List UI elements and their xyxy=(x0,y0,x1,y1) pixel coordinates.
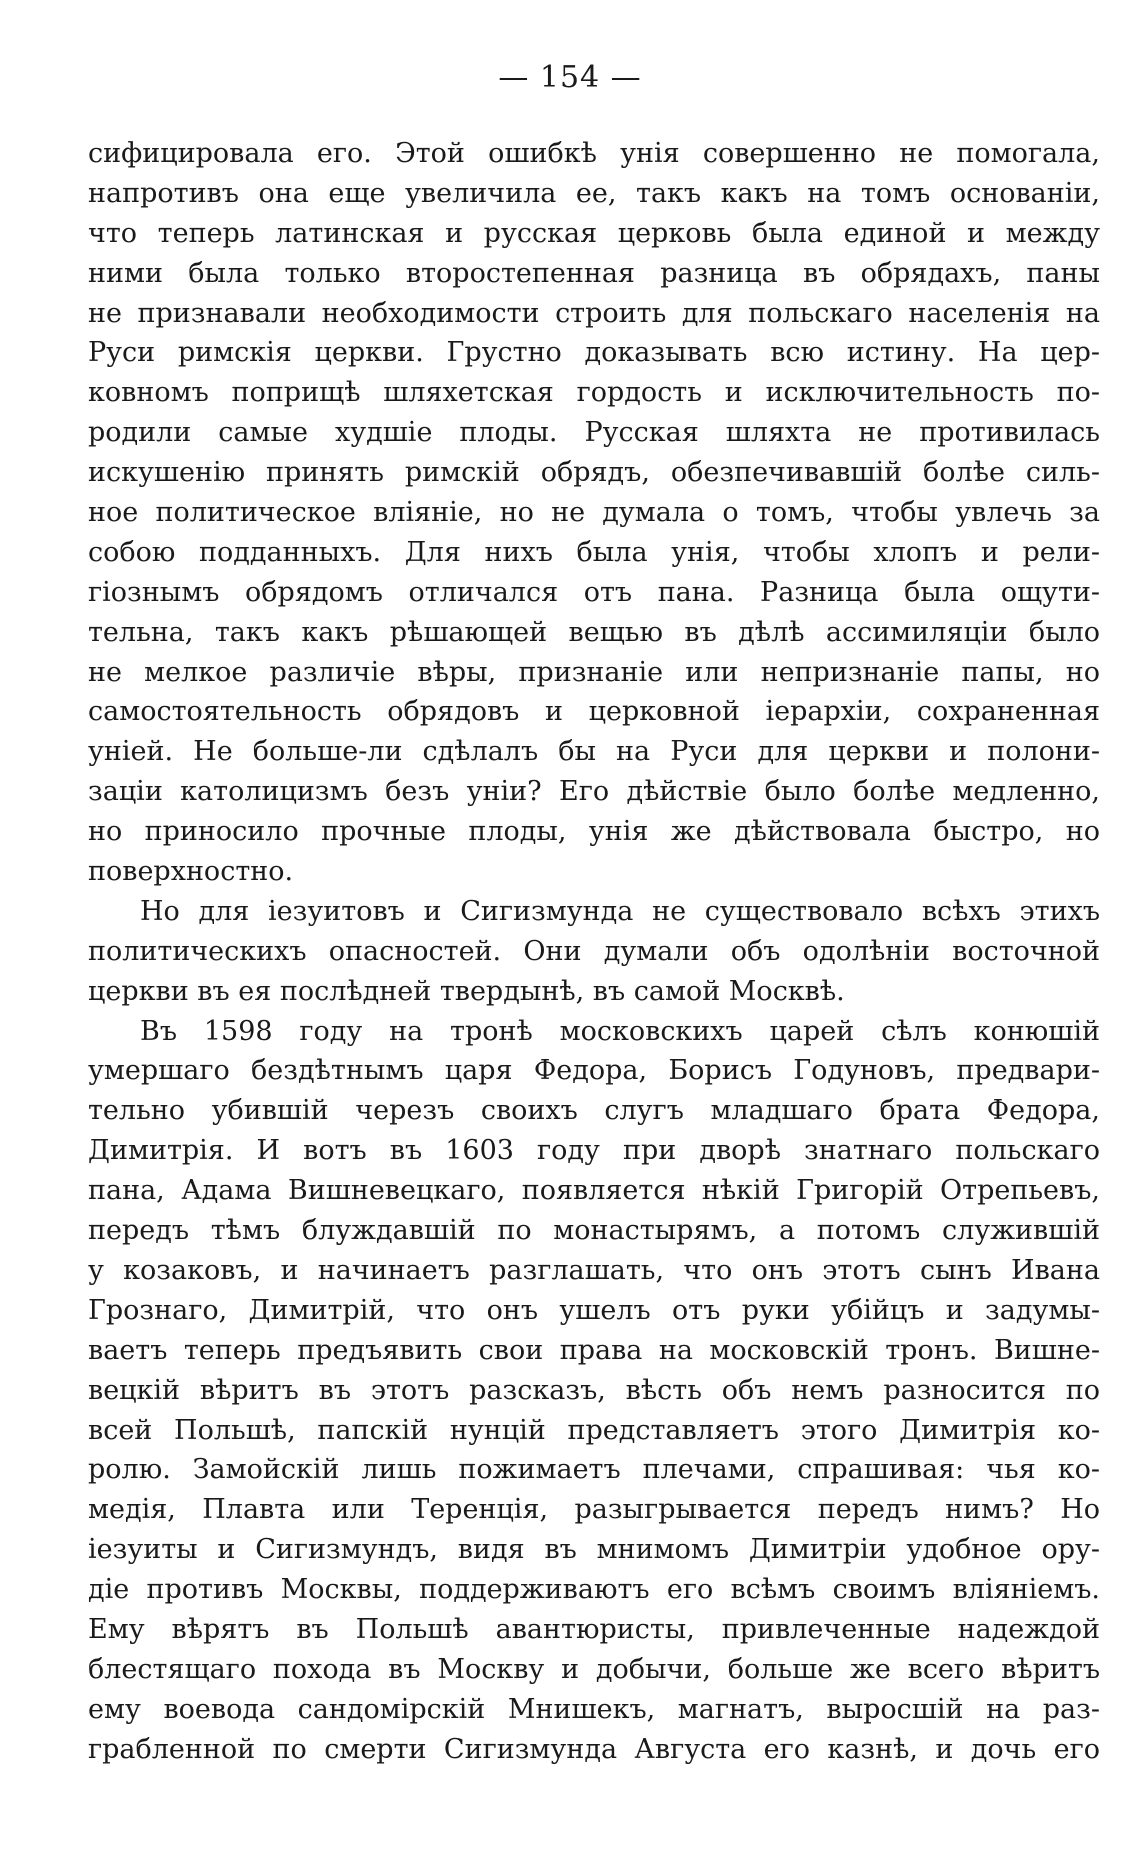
text-line: Димитрія. И вотъ въ 1603 году при дворѣ знатнаго польскаго xyxy=(88,1135,1100,1167)
text-line: тельна, такъ какъ рѣшающей вещью въ дѣлѣ ассимиляціи было xyxy=(88,616,1100,648)
text-line: ваетъ теперь предъявить свои права на московскій тронъ. Вишне- xyxy=(88,1334,1100,1366)
text-line: Въ 1598 году на тронѣ московскихъ царей сѣлъ конюшій xyxy=(140,1015,1100,1047)
text-line: ролю. Замойскій лишь пожимаетъ плечами, спрашивая: чья ко- xyxy=(88,1454,1100,1486)
text-line: у козаковъ, и начинаетъ разглашать, что онъ этотъ сынъ Ивана xyxy=(88,1254,1100,1286)
text-line: діе противъ Москвы, поддерживаютъ его всѣмъ своимъ вліяніемъ. xyxy=(88,1574,1100,1606)
text-line: политическихъ опасностей. Они думали объ одолѣніи восточной xyxy=(88,935,1100,967)
text-line: тельно убившій черезъ своихъ слугъ младшаго брата Федора, xyxy=(88,1095,1100,1127)
page-number: — 154 — xyxy=(498,60,642,95)
text-line: уніей. Не больше-ли сдѣлалъ бы на Руси для церкви и полони- xyxy=(88,736,1100,768)
text-line: медія, Плавта или Теренція, разыгрывается передъ нимъ? Но xyxy=(88,1494,1100,1526)
text-line: поверхностно. xyxy=(88,856,294,888)
text-line: искушенію принять римскій обрядъ, обезпечивавшій болѣе силь- xyxy=(88,457,1100,489)
text-line: Ему вѣрятъ въ Польшѣ авантюристы, привлеченные надеждой xyxy=(88,1613,1100,1645)
text-line: но приносило прочные плоды, унія же дѣйствовала быстро, но xyxy=(88,816,1100,848)
text-line: вецкій вѣритъ въ этотъ разсказъ, вѣсть объ немъ разносится по xyxy=(88,1374,1100,1406)
text-line: церкви въ ея послѣдней твердынѣ, въ самой Москвѣ. xyxy=(88,975,845,1007)
text-line: Но для іезуитовъ и Сигизмунда не существовало всѣхъ этихъ xyxy=(140,895,1100,927)
text-line: не мелкое различіе вѣры, признаніе или непризнаніе папы, но xyxy=(88,656,1100,688)
text-line: Грознаго, Димитрій, что онъ ушелъ отъ руки убійцъ и задумы- xyxy=(88,1294,1100,1326)
text-line: всей Польшѣ, папскій нунцій представляетъ этого Димитрія ко- xyxy=(88,1414,1100,1446)
text-line: заціи католицизмъ безъ уніи? Его дѣйствіе было болѣе медленно, xyxy=(88,776,1100,808)
text-line: гіознымъ обрядомъ отличался отъ пана. Разница была ощути- xyxy=(88,576,1100,608)
text-line: не признавали необходимости строить для польскаго населенія на xyxy=(88,297,1100,329)
text-line: грабленной по смерти Сигизмунда Августа его казнѣ, и дочь его xyxy=(88,1733,1100,1765)
text-line: умершаго бездѣтнымъ царя Федора, Борисъ Годуновъ, предвари- xyxy=(88,1055,1100,1087)
text-line: Руси римскія церкви. Грустно доказывать всю истину. На цер- xyxy=(88,337,1100,369)
text-line: передъ тѣмъ блуждавшій по монастырямъ, а потомъ служившій xyxy=(88,1215,1100,1247)
text-line: блестящаго похода въ Москву и добычи, больше же всего вѣритъ xyxy=(88,1653,1100,1685)
text-line: собою подданныхъ. Для нихъ была унія, чтобы хлопъ и рели- xyxy=(88,536,1100,568)
text-line: самостоятельность обрядовъ и церковной іерархіи, сохраненная xyxy=(88,696,1100,728)
text-line: іезуиты и Сигизмундъ, видя въ мнимомъ Димитріи удобное ору- xyxy=(88,1534,1100,1566)
text-line: что теперь латинская и русская церковь была единой и между xyxy=(88,217,1100,249)
text-line: ное политическое вліяніе, но не думала о томъ, чтобы увлечь за xyxy=(88,497,1100,529)
text-line: ними была только второстепенная разница въ обрядахъ, паны xyxy=(88,257,1100,289)
text-line: пана, Адама Вишневецкаго, появляется нѣкій Григорій Отрепьевъ, xyxy=(88,1175,1100,1207)
body-text xyxy=(88,134,1100,1770)
text-line: ему воевода сандомірскій Мнишекъ, магнатъ, выросшій на раз- xyxy=(88,1693,1100,1725)
text-line: напротивъ она еще увеличила ее, такъ какъ на томъ основаніи, xyxy=(88,177,1100,209)
text-line: родили самые худшіе плоды. Русская шляхта не противилась xyxy=(88,417,1100,449)
text-line: ковномъ поприщѣ шляхетская гордость и исключительность по- xyxy=(88,377,1100,409)
text-line: сифицировала его. Этой ошибкѣ унія совершенно не помогала, xyxy=(88,138,1100,169)
